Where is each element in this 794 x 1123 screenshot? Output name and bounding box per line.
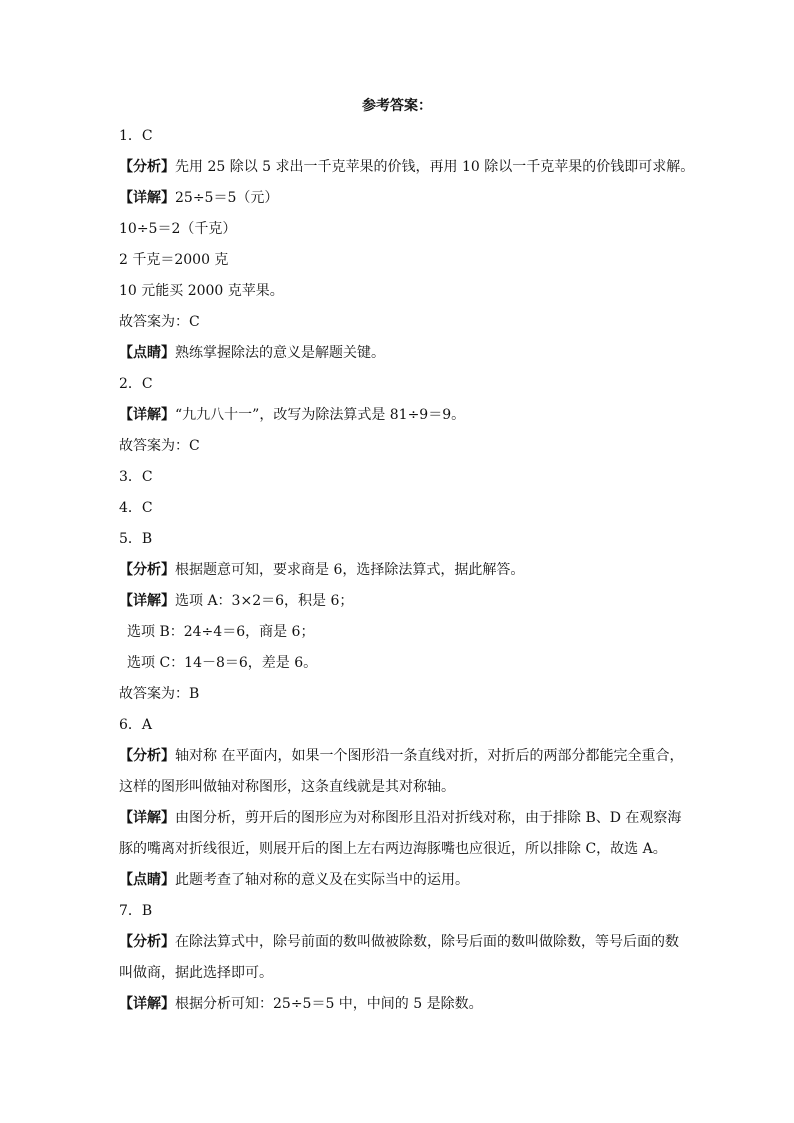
line-text: 5．B [119,531,153,547]
line-text: 10÷5＝2（千克） [119,221,237,237]
line-text: 豚的嘴离对折线很近，则展开后的图上左右两边海豚嘴也应很近，所以排除 C，故选 A。 [119,841,667,857]
line-text: 熟练掌握除法的意义是解题关键。 [175,345,385,361]
line-text: 故答案为：C [119,438,200,454]
section-tag: 【详解】 [119,996,175,1012]
section-tag: 【分析】 [119,562,175,578]
answer-line [119,958,689,989]
answer-line [119,555,689,586]
answer-line [119,369,689,400]
line-text: 叫做商，据此选择即可。 [119,965,273,981]
section-tag: 【分析】 [119,159,175,175]
answer-line [119,493,689,524]
line-text: 先用 25 除以 5 求出一千克苹果的价钱，再用 10 除以一千克苹果的价钱即可求解。 [175,159,695,175]
line-text: 10 元能买 2000 克苹果。 [119,283,284,299]
answer-line [119,462,689,493]
line-text: 选项 A：3×2＝6，积是 6； [175,593,354,609]
line-text: 根据分析可知：25÷5＝5 中，中间的 5 是除数。 [175,996,483,1012]
line-text: 故答案为：B [119,686,200,702]
answer-line [119,679,689,710]
line-text: 在除法算式中，除号前面的数叫做被除数，除号后面的数叫做除数，等号后面的数 [175,934,679,950]
line-text: 选项 C：14－8＝6，差是 6。 [127,655,318,671]
answer-line [119,121,689,152]
line-text: 6．A [119,717,153,733]
section-tag: 【详解】 [119,593,175,609]
answer-line [119,865,689,896]
answer-line [119,927,689,958]
line-text: 选项 B：24÷4＝6，商是 6； [127,624,315,640]
line-text: 3．C [119,469,153,485]
answer-line [119,400,689,431]
line-text: 根据题意可知，要求商是 6，选择除法算式，据此解答。 [175,562,525,578]
answer-line [119,338,689,369]
line-text: 2．C [119,376,153,392]
line-text: “九九八十一”，改写为除法算式是 81÷9＝9。 [175,407,466,423]
answer-line [119,772,689,803]
section-tag: 【详解】 [119,407,175,423]
line-text: 25÷5＝5（元） [175,190,279,206]
line-text: 4．C [119,500,153,516]
answer-line [119,245,689,276]
section-tag: 【分析】 [119,934,175,950]
line-text: 7．B [119,903,153,919]
answer-line [119,989,689,1020]
line-text: 此题考查了轴对称的意义及在实际当中的运用。 [175,872,469,888]
section-tag: 【点睛】 [119,872,175,888]
line-text: 轴对称 在平面内，如果一个图形沿一条直线对折，对折后的两部分都能完全重合， [175,748,684,764]
answer-line [119,431,689,462]
answer-body [119,121,695,1020]
section-tag: 【分析】 [119,748,175,764]
line-text: 1．C [119,128,153,144]
answer-line [119,803,689,834]
section-tag: 【点睛】 [119,345,175,361]
section-tag: 【详解】 [119,810,175,826]
page-title: 参考答案： [362,98,432,114]
answer-line [119,710,689,741]
answer-line [119,896,689,927]
line-text: 2 千克＝2000 克 [119,252,229,268]
answer-line [119,648,689,679]
answer-line [119,834,689,865]
answer-line [119,214,689,245]
answer-line [119,617,689,648]
answer-line [119,524,689,555]
answer-line [119,152,695,183]
answer-line [119,586,689,617]
answer-line [119,183,689,214]
line-text: 这样的图形叫做轴对称图形，这条直线就是其对称轴。 [119,779,455,795]
answer-line [119,741,689,772]
answer-line [119,307,689,338]
line-text: 由图分析，剪开后的图形应为对称图形且沿对折线对称，由于排除 B、D 在观察海 [175,810,682,826]
answer-line [119,276,689,307]
line-text: 故答案为：C [119,314,200,330]
section-tag: 【详解】 [119,190,175,206]
